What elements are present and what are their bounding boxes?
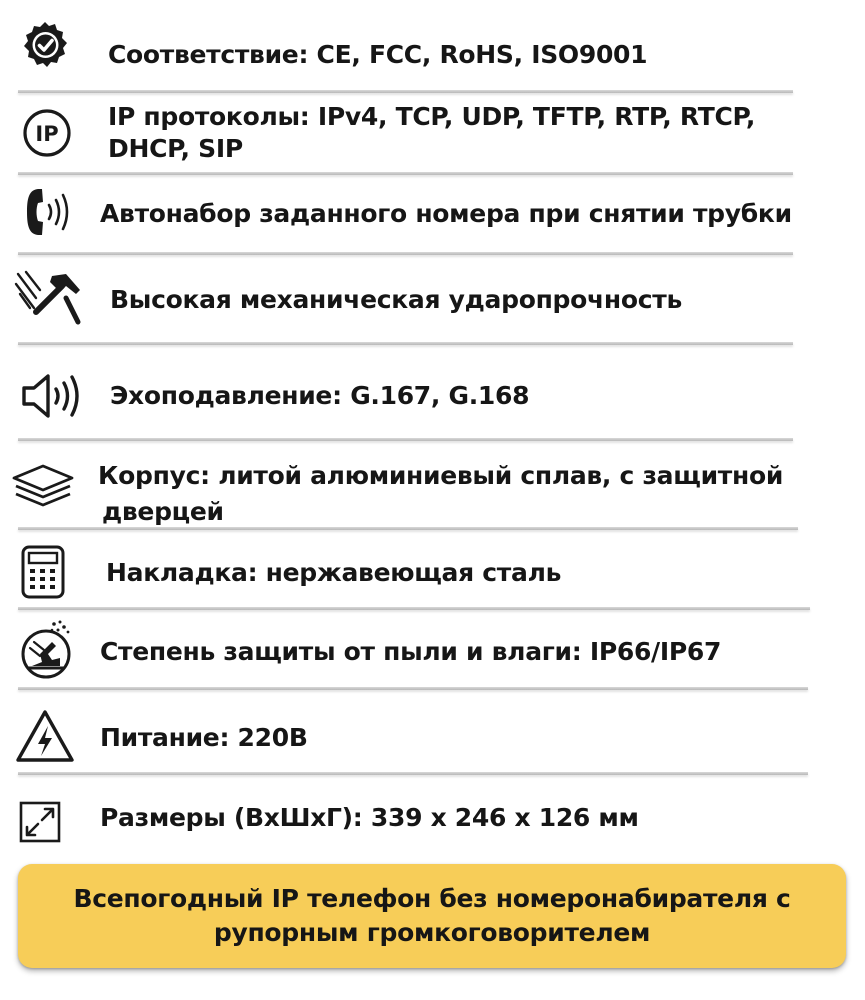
divider — [18, 527, 798, 530]
ip-badge-text: IP — [35, 122, 59, 146]
feature-text-ip-protocols-line2: DHCP, SIP — [108, 134, 243, 163]
certified-badge-icon — [20, 20, 70, 70]
divider — [18, 438, 793, 441]
layers-icon — [8, 462, 78, 510]
high-voltage-icon — [14, 708, 76, 764]
feature-text-compliance: Соответствие: CE, FCC, RoHS, ISO9001 — [108, 40, 648, 69]
divider — [18, 687, 808, 690]
banner-line-1: Всепогодный IP телефон без номеронабирателя с — [73, 884, 791, 913]
feature-text-impact: Высокая механическая ударопрочность — [110, 285, 682, 314]
feature-text-power: Питание: 220В — [100, 723, 308, 752]
banner-line-2: рупорным громкоговорителем — [213, 918, 651, 947]
divider — [18, 252, 793, 255]
divider — [18, 607, 810, 610]
feature-text-echo: Эхоподавление: G.167, G.168 — [110, 381, 530, 410]
ip-protocol-icon — [22, 108, 72, 158]
resize-arrows-icon — [18, 800, 62, 844]
feature-text-faceplate: Накладка: нержавеющая сталь — [106, 558, 562, 587]
product-title-banner — [18, 864, 846, 968]
speaker-sound-icon — [20, 372, 84, 420]
water-dust-protection-icon — [18, 618, 76, 680]
feature-text-housing-line1: Корпус: литой алюминиевый сплав, с защитной — [98, 461, 784, 490]
divider — [18, 90, 793, 93]
feature-text-autodial: Автонабор заданного номера при снятии трубки — [100, 199, 792, 228]
hammer-impact-icon — [14, 268, 86, 326]
phone-ringing-icon — [20, 186, 78, 238]
feature-text-ip-rating: Степень защиты от пыли и влаги: IP66/IP67 — [100, 637, 722, 666]
divider — [18, 342, 793, 345]
feature-text-housing-line2: дверцей — [102, 497, 224, 526]
keypad-icon — [20, 544, 66, 600]
divider — [18, 772, 808, 775]
feature-text-ip-protocols-line1: IP протоколы: IPv4, TCP, UDP, TFTP, RTP, RTCP, — [108, 102, 756, 131]
divider — [18, 172, 793, 175]
feature-text-dimensions: Размеры (ВхШхГ): 339 х 246 х 126 мм — [100, 803, 639, 832]
